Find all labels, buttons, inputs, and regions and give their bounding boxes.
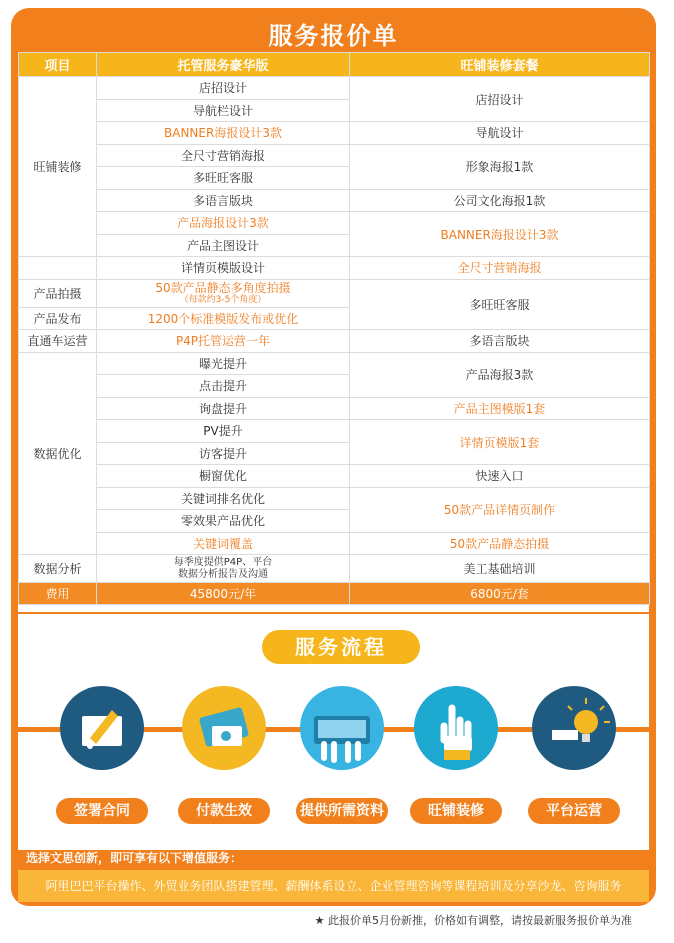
decoration-item: 导航设计 <box>350 122 650 145</box>
hosting-item: 多语言版块 <box>97 189 350 212</box>
decoration-item: 美工基础培训 <box>350 555 650 583</box>
table-row <box>19 122 650 145</box>
hosting-item: 关键词覆盖 <box>97 532 350 555</box>
hosting-item: PV提升 <box>97 420 350 443</box>
hosting-item: P4P托管运营一年 <box>97 330 350 353</box>
table-row <box>19 397 650 420</box>
decoration-item: 产品主图模版1套 <box>350 397 650 420</box>
category-cell: 旺铺装修 <box>19 77 97 257</box>
process-step <box>294 686 390 836</box>
table-row <box>19 144 650 167</box>
pen-sign-icon <box>60 686 144 770</box>
hosting-item: 店招设计 <box>97 77 350 100</box>
table-row <box>19 279 650 307</box>
card-payment-icon <box>182 686 266 770</box>
hosting-item-label: 50款产品静态多角度拍摄 <box>155 280 291 295</box>
decoration-item: 形象海报1款 <box>350 144 650 189</box>
table-row <box>19 555 650 583</box>
process-step-label: 签署合同 <box>56 798 148 824</box>
analysis-line-2: 数据分析报告及沟通 <box>178 568 268 580</box>
decoration-item: 店招设计 <box>350 77 650 122</box>
hosting-item: 产品海报设计3款 <box>97 212 350 235</box>
table-row <box>19 189 650 212</box>
process-step <box>176 686 272 836</box>
hosting-item <box>97 279 350 307</box>
process-step-label: 提供所需资料 <box>296 798 388 824</box>
process-step <box>526 686 622 836</box>
fee-row <box>19 583 650 605</box>
hosting-item: 详情页模版设计 <box>97 257 350 280</box>
table-row <box>19 330 650 353</box>
hosting-item: 全尺寸营销海报 <box>97 144 350 167</box>
decoration-item: 50款产品静态拍摄 <box>350 532 650 555</box>
header-item: 项目 <box>19 53 97 77</box>
hosting-item <box>97 555 350 583</box>
hosting-item: 1200个标准模版发布或优化 <box>97 307 350 330</box>
price-sheet-frame <box>11 8 656 906</box>
hosting-item: 询盘提升 <box>97 397 350 420</box>
keyboard-typing-icon <box>300 686 384 770</box>
process-step <box>408 686 504 836</box>
value-added-services <box>18 848 649 904</box>
decoration-item: 产品海报3款 <box>350 352 650 397</box>
decoration-item: 全尺寸营销海报 <box>350 257 650 280</box>
service-process <box>18 614 649 850</box>
price-table-panel <box>18 52 649 612</box>
analysis-line-1: 每季度提供P4P、平台 <box>173 556 273 568</box>
decoration-item: 多语言版块 <box>350 330 650 353</box>
decoration-item: 详情页模版1套 <box>350 420 650 465</box>
table-row <box>19 77 650 100</box>
hosting-item: 导航栏设计 <box>97 99 350 122</box>
process-step <box>54 686 150 836</box>
category-cell-blank <box>19 257 97 280</box>
fee-label: 费用 <box>19 583 97 605</box>
decoration-item: BANNER海报设计3款 <box>350 212 650 257</box>
table-row <box>19 420 650 443</box>
category-cell: 数据优化 <box>19 352 97 555</box>
value-added-title: 选择文思创新，即可享有以下增值服务： <box>26 851 243 865</box>
lightbulb-idea-icon <box>532 686 616 770</box>
table-row <box>19 352 650 375</box>
decoration-item: 50款产品详情页制作 <box>350 487 650 532</box>
header-hosting-package: 托管服务豪华版 <box>97 53 350 77</box>
category-cell: 直通车运营 <box>19 330 97 353</box>
hosting-item: 关键词排名优化 <box>97 487 350 510</box>
process-step-label: 付款生效 <box>178 798 270 824</box>
hosting-item-note: （每款约3-5个角度） <box>179 294 267 305</box>
fee-decoration: 6800元/套 <box>350 583 650 605</box>
decoration-item: 多旺旺客服 <box>350 279 650 330</box>
page-title: 服务报价单 <box>268 22 399 50</box>
decoration-item: 公司文化海报1款 <box>350 189 650 212</box>
process-step-label: 平台运营 <box>528 798 620 824</box>
hosting-item: 产品主图设计 <box>97 234 350 257</box>
hosting-item: 橱窗优化 <box>97 465 350 488</box>
process-step-label: 旺铺装修 <box>410 798 502 824</box>
table-row <box>19 212 650 235</box>
process-title: 服务流程 <box>262 630 420 664</box>
value-added-body: 阿里巴巴平台操作、外贸业务团队搭建管理、薪酬体系设立、企业管理咨询等课程培训及分享沙龙、咨询服务 <box>18 870 649 902</box>
table-row <box>19 465 650 488</box>
category-cell: 数据分析 <box>19 555 97 583</box>
footer-note: ★ 此报价单5月份新推，价格如有调整，请按最新服务报价单为准 <box>314 914 632 927</box>
hosting-item: BANNER海报设计3款 <box>97 122 350 145</box>
header-decoration-package: 旺铺装修套餐 <box>350 53 650 77</box>
category-cell: 产品拍摄 <box>19 279 97 307</box>
hosting-item: 曝光提升 <box>97 352 350 375</box>
table-row <box>19 532 650 555</box>
touch-click-icon <box>414 686 498 770</box>
fee-hosting: 45800元/年 <box>97 583 350 605</box>
table-row <box>19 487 650 510</box>
table-row <box>19 257 650 280</box>
category-cell: 产品发布 <box>19 307 97 330</box>
price-table <box>18 52 650 605</box>
hosting-item: 零效果产品优化 <box>97 510 350 533</box>
hosting-item: 多旺旺客服 <box>97 167 350 190</box>
decoration-item: 快速入口 <box>350 465 650 488</box>
hosting-item: 访客提升 <box>97 442 350 465</box>
hosting-item: 点击提升 <box>97 375 350 398</box>
table-header-row <box>19 53 650 77</box>
